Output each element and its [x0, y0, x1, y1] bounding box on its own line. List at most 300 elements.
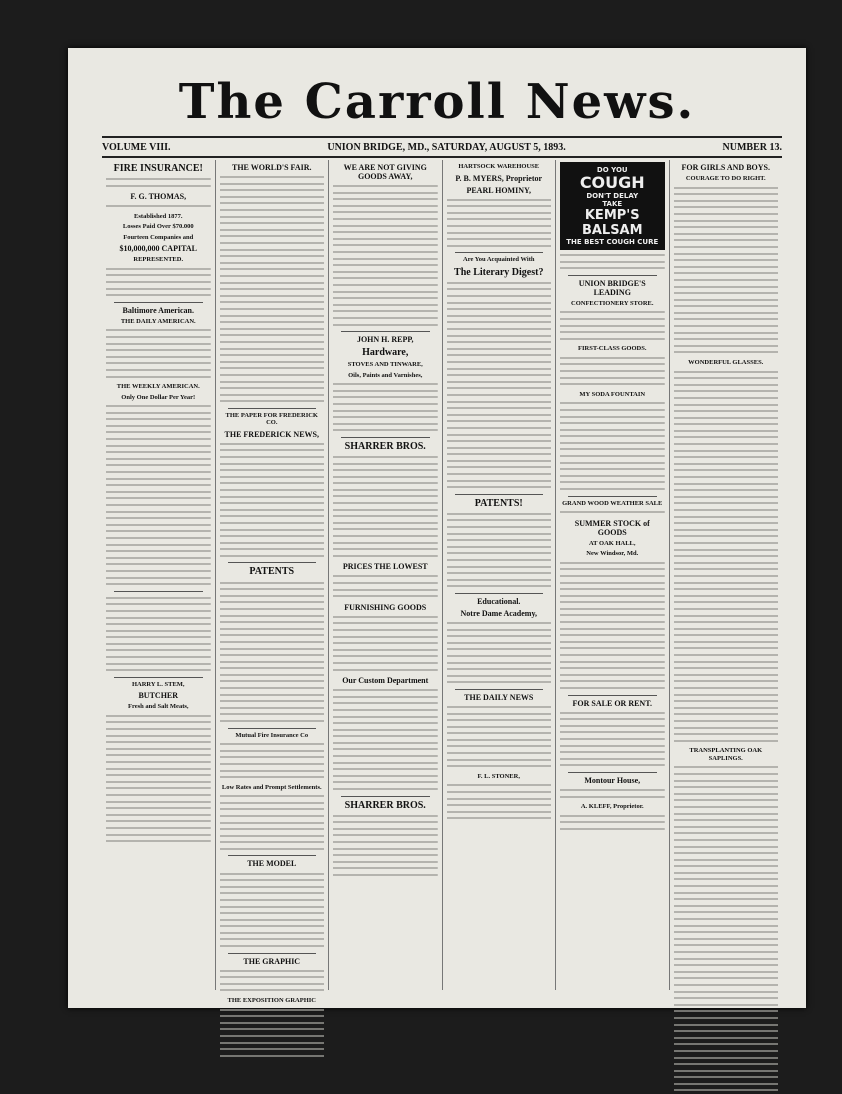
- text-line: [220, 306, 325, 313]
- text-line: [560, 813, 665, 820]
- text-line: [560, 413, 665, 420]
- text-line: [106, 561, 211, 568]
- text-line: [106, 621, 211, 628]
- text-line: [674, 830, 779, 837]
- text-line: [220, 606, 325, 613]
- text-line: [333, 773, 438, 780]
- text-line: [560, 252, 665, 259]
- text-line: [447, 313, 552, 320]
- text-line: [560, 566, 665, 573]
- text-line: [106, 373, 211, 380]
- divider: [568, 496, 657, 497]
- text-line: [106, 772, 211, 779]
- text-line: [333, 487, 438, 494]
- text-line: [333, 249, 438, 256]
- headline: Montour House,: [584, 775, 641, 785]
- divider: [228, 408, 317, 409]
- text-line: [106, 641, 211, 648]
- text-line: [220, 981, 325, 988]
- text-line: [674, 923, 779, 930]
- text-line: [106, 661, 211, 668]
- text-line: [333, 720, 438, 727]
- headline: BUTCHER: [138, 691, 179, 701]
- text-line: [447, 451, 552, 458]
- text-line: [220, 540, 325, 547]
- text-line: [220, 930, 325, 937]
- text-line: [674, 1008, 779, 1015]
- text-line: [333, 580, 438, 587]
- text-line: [333, 865, 438, 872]
- text-line: [333, 746, 438, 753]
- text-line: [333, 819, 438, 826]
- text-line: [560, 440, 665, 447]
- text-line: [674, 204, 779, 211]
- headline: P. B. MYERS, Proprietor: [455, 173, 543, 183]
- divider: [568, 772, 657, 773]
- headline: STOVES AND TINWARE,: [347, 361, 423, 369]
- text-line: [106, 443, 211, 450]
- text-line: [333, 203, 438, 210]
- headline: REPRESENTED.: [133, 256, 184, 264]
- text-line: [560, 612, 665, 619]
- text-line: [447, 484, 552, 491]
- text-line: [674, 1087, 779, 1094]
- text-line: [333, 394, 438, 401]
- text-line: [220, 936, 325, 943]
- text-line: [674, 191, 779, 198]
- text-line: [333, 707, 438, 714]
- text-line: [674, 718, 779, 725]
- text-line: [106, 581, 211, 588]
- column-3: [329, 160, 443, 990]
- headline: F. L. STONER,: [477, 772, 520, 780]
- issue-number: NUMBER 13.: [722, 141, 782, 153]
- text-line: [674, 962, 779, 969]
- text-line: [333, 275, 438, 282]
- text-line: [447, 743, 552, 750]
- text-line: [220, 260, 325, 267]
- text-line: [674, 824, 779, 831]
- text-line: [560, 672, 665, 679]
- text-line: [560, 322, 665, 329]
- text-line: [674, 599, 779, 606]
- text-line: [333, 421, 438, 428]
- text-line: [106, 766, 211, 773]
- text-line: [447, 564, 552, 571]
- text-line: [220, 632, 325, 639]
- text-line: [447, 537, 552, 544]
- text-line: [674, 375, 779, 382]
- text-line: [106, 327, 211, 334]
- text-line: [447, 280, 552, 287]
- text-line: [106, 568, 211, 575]
- text-line: [674, 672, 779, 679]
- text-line: [447, 365, 552, 372]
- text-line: [106, 812, 211, 819]
- text-line: [220, 903, 325, 910]
- text-line: [447, 809, 552, 816]
- text-line: [674, 705, 779, 712]
- text-line: [220, 846, 325, 853]
- text-line: [674, 988, 779, 995]
- text-line: [220, 474, 325, 481]
- text-line: [220, 326, 325, 333]
- text-line: [220, 319, 325, 326]
- headline: JOHN H. REPP,: [356, 335, 414, 345]
- text-line: [674, 711, 779, 718]
- text-line: [674, 520, 779, 527]
- headline: THE MODEL: [247, 859, 297, 869]
- text-line: [447, 431, 552, 438]
- text-line: [333, 196, 438, 203]
- column-2: [216, 160, 330, 1004]
- text-line: [447, 326, 552, 333]
- text-line: [560, 361, 665, 368]
- text-line: [447, 815, 552, 822]
- text-line: [560, 619, 665, 626]
- text-line: [674, 883, 779, 890]
- text-line: [674, 1028, 779, 1035]
- headline: GRAND WOOD WEATHER SALE: [562, 499, 663, 507]
- text-line: [560, 446, 665, 453]
- headline: Only One Dollar Per Year!: [121, 393, 196, 401]
- text-line: [220, 639, 325, 646]
- text-line: [447, 704, 552, 711]
- text-line: [220, 672, 325, 679]
- text-line: [333, 593, 438, 600]
- text-line: [220, 705, 325, 712]
- headline: Are You Acquainted With: [463, 256, 535, 264]
- text-line: [447, 425, 552, 432]
- headline: THE WORLD'S FAIR.: [232, 163, 312, 172]
- text-line: [674, 560, 779, 567]
- divider: [228, 728, 317, 729]
- text-line: [220, 378, 325, 385]
- headline: Oils, Paints and Varnishes,: [348, 371, 423, 379]
- text-line: [560, 710, 665, 717]
- text-line: [333, 786, 438, 793]
- text-line: [560, 433, 665, 440]
- text-line: [447, 418, 552, 425]
- column-4: [443, 160, 557, 990]
- divider: [455, 593, 544, 594]
- text-line: [447, 333, 552, 340]
- text-line: [674, 850, 779, 857]
- text-line: [220, 968, 325, 975]
- text-line: [220, 593, 325, 600]
- text-line: [220, 1033, 325, 1040]
- headline: THE DAILY AMERICAN.: [120, 317, 196, 325]
- text-line: [674, 527, 779, 534]
- text-line: [674, 982, 779, 989]
- text-line: [674, 586, 779, 593]
- text-line: [220, 365, 325, 372]
- headline: New Windsor, Md.: [586, 550, 639, 558]
- text-line: [220, 718, 325, 725]
- text-line: [333, 647, 438, 654]
- text-line: [106, 423, 211, 430]
- text-line: [333, 753, 438, 760]
- text-line: [220, 520, 325, 527]
- text-line: [447, 346, 552, 353]
- text-line: [560, 479, 665, 486]
- headline: THE FREDERICK NEWS,: [224, 429, 319, 439]
- text-line: [220, 974, 325, 981]
- text-line: [674, 771, 779, 778]
- text-line: [106, 726, 211, 733]
- text-line: [560, 329, 665, 336]
- text-line: [447, 458, 552, 465]
- text-line: [333, 614, 438, 621]
- text-line: [220, 917, 325, 924]
- headline: FURNISHING GOODS: [344, 602, 427, 612]
- text-line: [106, 713, 211, 720]
- text-line: [220, 253, 325, 260]
- text-line: [674, 916, 779, 923]
- text-line: [447, 730, 552, 737]
- text-line: [674, 606, 779, 613]
- text-line: [106, 436, 211, 443]
- text-line: [674, 929, 779, 936]
- text-line: [333, 289, 438, 296]
- text-line: [220, 579, 325, 586]
- text-line: [333, 474, 438, 481]
- headline: Hardware,: [362, 347, 409, 359]
- text-line: [106, 825, 211, 832]
- text-line: [106, 654, 211, 661]
- text-line: [106, 272, 211, 279]
- text-line: [333, 713, 438, 720]
- text-line: [447, 666, 552, 673]
- text-line: [674, 448, 779, 455]
- text-line: [674, 956, 779, 963]
- text-line: [333, 727, 438, 734]
- text-line: [220, 793, 325, 800]
- text-line: [447, 286, 552, 293]
- text-line: [220, 685, 325, 692]
- text-line: [674, 593, 779, 600]
- text-line: [333, 733, 438, 740]
- text-line: [333, 190, 438, 197]
- text-line: [560, 355, 665, 362]
- text-line: [220, 698, 325, 705]
- headline: MY SODA FOUNTAIN: [579, 390, 646, 398]
- text-line: [674, 659, 779, 666]
- divider: [568, 695, 657, 696]
- text-line: [674, 731, 779, 738]
- headline: Low Rates and Prompt Settlements.: [221, 783, 322, 791]
- text-line: [333, 533, 438, 540]
- text-line: [333, 760, 438, 767]
- text-line: [220, 345, 325, 352]
- newspaper-page: [68, 48, 806, 1008]
- text-line: [220, 890, 325, 897]
- text-line: [106, 752, 211, 759]
- text-line: [674, 632, 779, 639]
- text-line: [674, 995, 779, 1002]
- text-line: [106, 286, 211, 293]
- text-line: [674, 810, 779, 817]
- text-line: [106, 535, 211, 542]
- text-line: [333, 740, 438, 747]
- text-line: [106, 176, 211, 183]
- text-line: [220, 987, 325, 994]
- headline: HARRY L. STEM,: [131, 680, 185, 688]
- text-line: [333, 666, 438, 673]
- text-line: [447, 620, 552, 627]
- text-line: [447, 203, 552, 210]
- text-line: [220, 767, 325, 774]
- text-line: [333, 513, 438, 520]
- headline: THE EXPOSITION GRAPHIC: [227, 996, 316, 1004]
- text-line: [674, 579, 779, 586]
- text-line: [220, 659, 325, 666]
- text-line: [447, 737, 552, 744]
- text-line: [333, 183, 438, 190]
- text-line: [106, 183, 211, 190]
- text-line: [333, 388, 438, 395]
- text-line: [674, 368, 779, 375]
- text-line: [560, 560, 665, 567]
- text-line: [447, 640, 552, 647]
- text-line: [333, 553, 438, 560]
- text-line: [220, 626, 325, 633]
- text-line: [560, 599, 665, 606]
- text-line: [220, 833, 325, 840]
- text-line: [220, 884, 325, 891]
- headline: Fresh and Salt Meats,: [127, 703, 189, 711]
- text-line: [106, 266, 211, 273]
- text-line: [560, 632, 665, 639]
- text-line: [106, 469, 211, 476]
- text-line: [220, 761, 325, 768]
- text-line: [333, 315, 438, 322]
- headline: CONFECTIONERY STORE.: [571, 299, 654, 307]
- text-line: [560, 265, 665, 272]
- text-line: [674, 467, 779, 474]
- text-line: [674, 198, 779, 205]
- text-line: [674, 388, 779, 395]
- text-line: [674, 843, 779, 850]
- headline: $10,000,000 CAPITAL: [119, 244, 197, 254]
- text-line: [333, 480, 438, 487]
- column-5: [556, 160, 670, 990]
- text-line: [220, 800, 325, 807]
- text-line: [333, 520, 438, 527]
- headline: PATENTS!: [474, 497, 523, 509]
- text-line: [106, 429, 211, 436]
- text-line: [106, 548, 211, 555]
- text-line: [106, 354, 211, 361]
- text-line: [674, 817, 779, 824]
- text-line: [220, 711, 325, 718]
- text-line: [333, 627, 438, 634]
- text-line: [447, 531, 552, 538]
- text-line: [333, 700, 438, 707]
- headline: THE DAILY NEWS: [464, 692, 534, 702]
- text-line: [106, 502, 211, 509]
- text-line: [674, 514, 779, 521]
- text-line: [560, 606, 665, 613]
- text-line: [333, 852, 438, 859]
- kemps-balsam-ad: DO YOU COUGH DON'T DELAY TAKE KEMP'S BALSAM THE BEST COUGH CURE: [560, 162, 665, 250]
- text-line: [447, 398, 552, 405]
- text-line: [674, 573, 779, 580]
- headline: FIRE INSURANCE!: [113, 163, 203, 174]
- text-line: [333, 846, 438, 853]
- text-line: [106, 367, 211, 374]
- text-line: [333, 236, 438, 243]
- text-line: [560, 723, 665, 730]
- headline: Baltimore American.: [122, 305, 194, 315]
- text-line: [560, 336, 665, 343]
- text-line: [447, 524, 552, 531]
- text-line: [560, 819, 665, 826]
- text-line: [674, 454, 779, 461]
- text-line: [447, 789, 552, 796]
- text-line: [220, 207, 325, 214]
- text-line: [220, 754, 325, 761]
- text-line: [106, 733, 211, 740]
- text-line: [674, 949, 779, 956]
- text-line: [674, 764, 779, 771]
- text-line: [560, 826, 665, 833]
- text-line: [674, 975, 779, 982]
- text-line: [220, 599, 325, 606]
- text-line: [674, 652, 779, 659]
- text-line: [674, 804, 779, 811]
- text-line: [333, 694, 438, 701]
- text-line: [220, 774, 325, 781]
- headline: UNION BRIDGE'S LEADING: [578, 278, 646, 297]
- text-line: [220, 612, 325, 619]
- text-line: [674, 1048, 779, 1055]
- text-line: [220, 227, 325, 234]
- text-line: [220, 513, 325, 520]
- text-line: [220, 923, 325, 930]
- headline: WE ARE NOT GIVING GOODS AWAY,: [343, 163, 427, 181]
- text-line: [220, 266, 325, 273]
- text-line: [560, 579, 665, 586]
- columns: [102, 160, 782, 1004]
- text-line: [560, 787, 665, 794]
- text-line: [333, 223, 438, 230]
- text-line: [674, 277, 779, 284]
- text-line: [333, 620, 438, 627]
- text-line: [333, 414, 438, 421]
- text-line: [674, 349, 779, 356]
- headline: AT OAK HALL,: [588, 539, 636, 547]
- text-line: [220, 240, 325, 247]
- text-line: [106, 574, 211, 581]
- text-line: [220, 813, 325, 820]
- divider: [455, 494, 544, 495]
- divider: [228, 855, 317, 856]
- text-line: [560, 626, 665, 633]
- text-line: [106, 746, 211, 753]
- text-line: [560, 316, 665, 323]
- dateline-bar: [102, 136, 782, 158]
- text-line: [220, 487, 325, 494]
- headline: COURAGE TO DO RIGHT.: [685, 175, 766, 182]
- text-line: [220, 652, 325, 659]
- text-line: [447, 223, 552, 230]
- text-line: [220, 826, 325, 833]
- text-line: [333, 660, 438, 667]
- text-line: [220, 352, 325, 359]
- headline: SHARRER BROS.: [344, 799, 426, 811]
- text-line: [560, 685, 665, 692]
